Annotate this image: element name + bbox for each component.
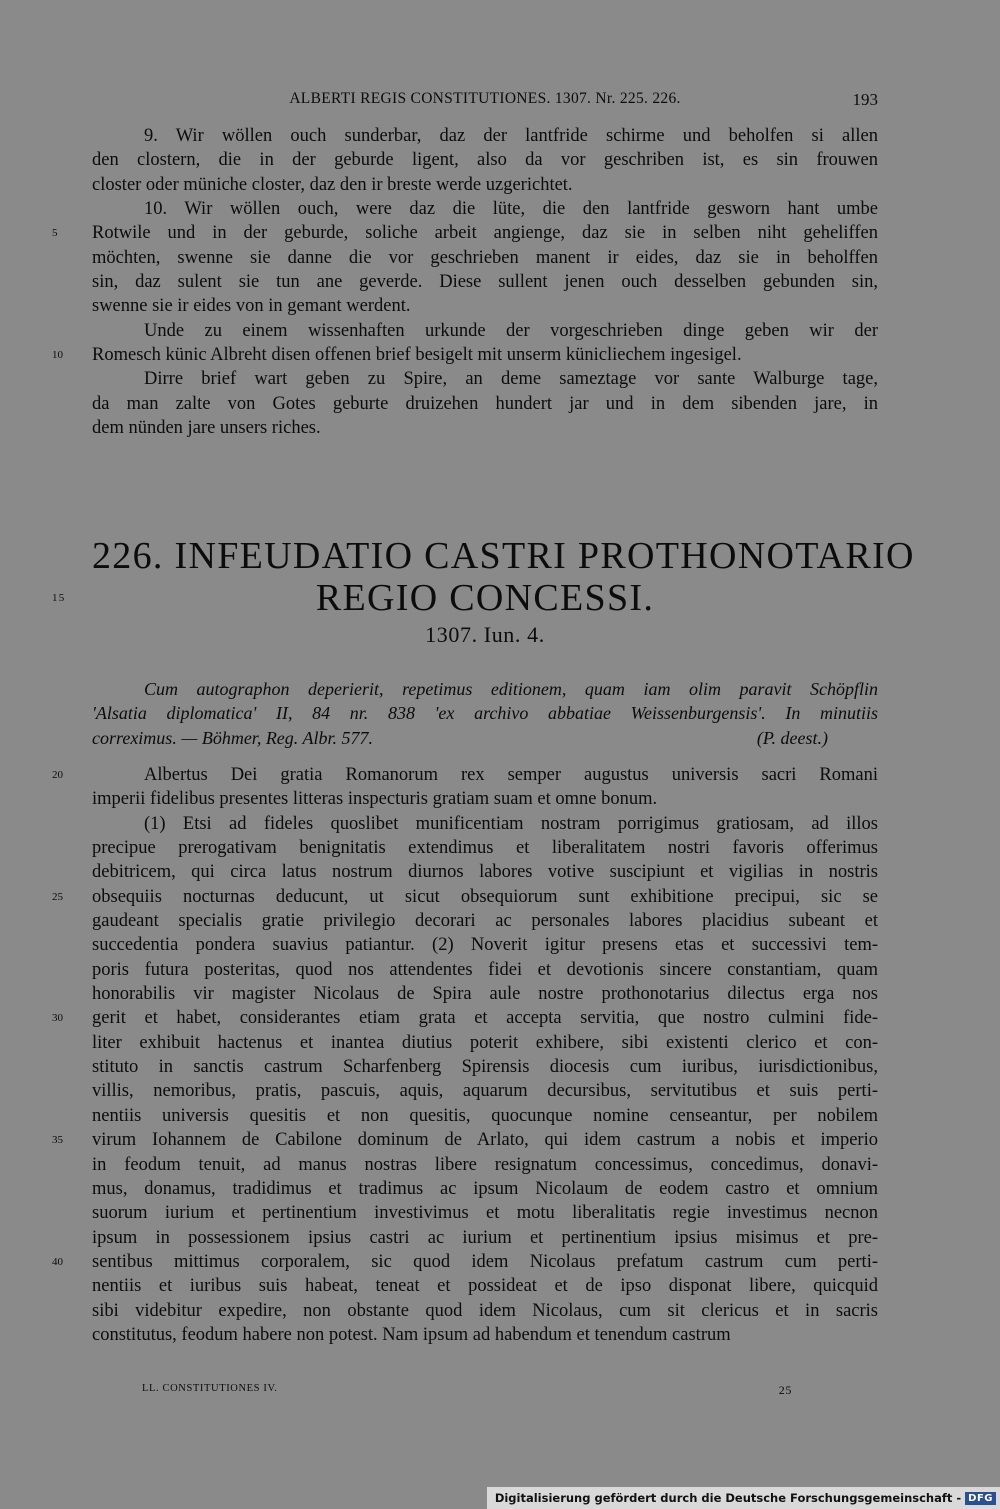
editorial-note <box>92 677 878 750</box>
page-number: 193 <box>852 90 878 109</box>
text-line <box>92 392 878 416</box>
text-line <box>92 1323 878 1347</box>
text-line <box>92 958 878 982</box>
running-head-title: ALBERTI REGIS CONSTITUTIONES. 1307. Nr. 225. 226. <box>289 90 681 107</box>
text-line <box>92 1177 878 1201</box>
text-line <box>92 860 878 884</box>
line-number: 20 <box>52 769 63 781</box>
footer-series: LL. CONSTITUTIONES IV. <box>142 1383 278 1394</box>
line-number: 25 <box>52 890 63 903</box>
running-head <box>92 90 878 110</box>
text-line <box>92 124 878 148</box>
line-text: ipsum in possessionem ipsius castri ac iurium et pertinentium ipsius misimus et pre- <box>92 1227 878 1248</box>
line-text: sin, daz sulent sie tun ane geverde. Diese sullent jenen ouch desselben gebunden sin, <box>92 272 878 293</box>
text-line <box>52 1128 878 1152</box>
editorial-source-note: (P. deest.) <box>756 727 828 748</box>
line-text: gaudeant specialis gratie privilegio decorari ac personales labores placidius subeant et <box>92 911 878 932</box>
line-text: Rotwile und in der geburde, soliche arbeit angienge, daz sie in selben niht geheliffen <box>92 223 878 244</box>
section-226-text <box>52 763 878 1347</box>
text-line <box>92 1031 878 1055</box>
page-footer <box>142 1383 792 1399</box>
line-text: closter oder müniche closter, daz den ir breste werde uzgerichtet. <box>92 174 573 195</box>
line-text: virum Iohannem de Cabilone dominum de Arlato, qui idem castrum a nobis et imperio <box>92 1130 878 1151</box>
line-text: precipue prerogativam benignitatis extendimus et liberalitatem nostri favoris offerimus <box>92 838 878 859</box>
line-text: mus, donamus, tradidimus et tradimus ac ipsum Nicolaum de eodem castro et omnium <box>92 1178 878 1199</box>
line-text: dem nünden jare unsers riches. <box>92 418 321 439</box>
text-line <box>92 1104 878 1128</box>
line-number: 5 <box>52 227 58 240</box>
dfg-logo: DFG <box>965 1492 996 1505</box>
text-line <box>92 416 878 440</box>
line-text: suorum iurium et pertinentium investivimus et motu liberalitatis regie investimus necnon <box>92 1203 878 1224</box>
line-text: poris futura posteritas, quod nos attendentes fidei et devotionis sincere constantiam, quam <box>92 959 878 980</box>
text-line <box>92 1299 878 1323</box>
section-225-text <box>52 124 878 440</box>
line-text: stituto in sanctis castrum Scharfenberg Spirensis diocesis cum iuribus, iurisdictionibus, <box>92 1057 878 1078</box>
text-line <box>92 933 878 957</box>
line-text: sibi videbitur expedire, non obstante quod idem Nicolaus, cum sit clericus et in sacris <box>92 1300 878 1321</box>
dfg-banner <box>487 1487 1000 1509</box>
line-text: (1) Etsi ad fideles quoslibet munificentiam nostram porrigimus gratiosam, ad illos <box>144 813 878 834</box>
text-line <box>52 1250 878 1274</box>
text-line <box>92 1079 878 1103</box>
line-text: Dirre brief wart geben zu Spire, an deme sameztage vor sante Walburge tage, <box>144 369 878 390</box>
text-line <box>52 343 878 367</box>
line-text: succedentia pondera suavius patiantur. (2) Noverit igitur presens etas et successivi tem- <box>92 935 878 956</box>
dfg-banner-text: Digitalisierung gefördert durch die Deutsche Forschungsgemeinschaft - <box>494 1491 962 1505</box>
section-226-title-line1: 226. INFEUDATIO CASTRI PROTHONOTARIO <box>92 535 915 577</box>
line-text: honorabilis vir magister Nicolaus de Spira aule nostre prothonotarius dilectus erga nos <box>92 984 878 1005</box>
text-line <box>92 836 878 860</box>
text-line <box>92 1274 878 1298</box>
line-number: 35 <box>52 1134 63 1147</box>
line-text: Romesch künic Albreht disen offenen brief besigelt mit unserm künicliechem ingesigel. <box>92 345 742 366</box>
line-text: 10. Wir wöllen ouch, were daz die lüte, die den lantfride gesworn hant umbe <box>144 199 878 220</box>
text-line <box>92 787 878 811</box>
text-line <box>92 319 878 343</box>
text-line <box>92 148 878 172</box>
text-line <box>92 1226 878 1250</box>
line-text: debitricem, qui circa latus nostrum diurnos labores votive suscipiunt et vigilias in nostris <box>92 862 878 883</box>
text-line <box>92 909 878 933</box>
text-line <box>92 197 878 221</box>
line-number: 15 <box>52 592 66 604</box>
text-line <box>92 1055 878 1079</box>
text-line <box>52 1006 878 1030</box>
editorial-line-last: correximus. — Böhmer, Reg. Albr. 577. (P. deest.) <box>92 726 878 750</box>
line-text: 9. Wir wöllen ouch sunderbar, daz der lantfride schirme und beholfen si allen <box>144 126 878 146</box>
editorial-line: 'Alsatia diplomatica' II, 84 nr. 838 'ex archivo abbatiae Weissenburgensis'. In minutiis <box>92 703 878 724</box>
line-text: Albertus Dei gratia Romanorum rex semper augustus universis sacri Romani <box>144 765 878 785</box>
line-text: möchten, swenne sie danne die vor geschrieben manent ir eides, daz sie in beholffen <box>92 247 878 268</box>
line-number: 10 <box>52 349 63 362</box>
line-text: da man zalte von Gotes geburte druizehen hundert jar und in dem sibenden jare, in <box>92 393 878 414</box>
line-text: gerit et habet, considerantes etiam grata et accepta servitia, que nostro culmini fide- <box>92 1008 878 1029</box>
footer-signature: 25 <box>778 1383 792 1397</box>
line-number: 40 <box>52 1255 63 1268</box>
text-line <box>92 1153 878 1177</box>
text-line <box>92 270 878 294</box>
text-line <box>92 1201 878 1225</box>
text-line <box>92 294 878 318</box>
section-226-date: 1307. Iun. 4. <box>425 622 545 647</box>
text-line <box>92 982 878 1006</box>
text-line <box>92 173 878 197</box>
line-text: nentiis universis quesitis et non quesitis, quocunque nomine censeantur, per nobilem <box>92 1105 878 1126</box>
text-line <box>92 812 878 836</box>
line-text: swenne sie ir eides von in gemant werdent. <box>92 296 411 317</box>
editorial-line: Cum autographon deperierit, repetimus editionem, quam iam olim paravit Schöpflin <box>144 679 878 699</box>
line-text: villis, nemoribus, pratis, pascuis, aquis, aquarum decursibus, servitutibus et suis perti- <box>92 1081 878 1102</box>
text-line <box>52 885 878 909</box>
line-text: sentibus mittimus corporalem, sic quod idem Nicolaus prefatum castrum cum perti- <box>92 1251 878 1272</box>
line-text: in feodum tenuit, ad manus nostras libere resignatum concessimus, concedimus, donavi- <box>92 1154 878 1175</box>
text-line <box>92 246 878 270</box>
section-226-title-line2: 15 REGIO CONCESSI. <box>52 577 655 619</box>
line-text: nentiis et iuribus suis habeat, teneat et possideat et de ipso disponat libere, quicquid <box>92 1276 878 1297</box>
text-line <box>52 221 878 245</box>
line-number: 30 <box>52 1012 63 1025</box>
text-line <box>52 763 878 787</box>
line-text: den clostern, die in der geburde ligent, also da vor geschriben ist, es sin frouwen <box>92 150 878 171</box>
line-text: liter exhibuit hactenus et inantea diutius poterit exhibere, sibi existenti clerico et con- <box>92 1032 878 1053</box>
line-text: constitutus, feodum habere non potest. Nam ipsum ad habendum et tenendum castrum <box>92 1324 731 1345</box>
line-text: obsequiis nocturnas deducunt, ut sicut obsequiorum sunt exhibitione precipui, sic se <box>92 886 878 907</box>
line-text: imperii fidelibus presentes litteras inspecturis gratiam suam et omne bonum. <box>92 789 658 810</box>
line-text: Unde zu einem wissenhaften urkunde der vorgeschrieben dinge geben wir der <box>144 320 878 341</box>
text-line <box>92 367 878 391</box>
